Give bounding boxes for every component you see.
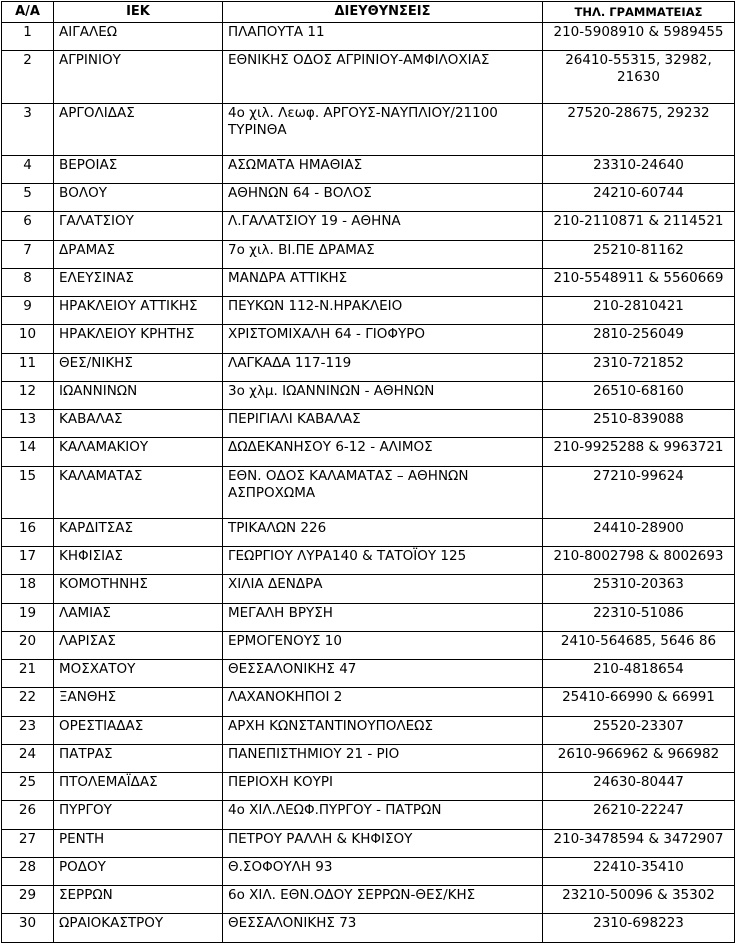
table-body (2, 23, 735, 943)
row-address: ΠΑΝΕΠΙΣΤΗΜΙΟΥ 21 - ΡΙΟ (223, 744, 543, 772)
row-iek-name: ΜΟΣΧΑΤΟΥ (54, 660, 223, 688)
table-row (2, 547, 735, 575)
table-header-row (2, 2, 735, 23)
row-phone: 25210-81162 (543, 240, 735, 268)
row-address: ΤΡΙΚΑΛΩΝ 226 (223, 518, 543, 546)
row-address: ΕΘΝ. ΟΔΟΣ ΚΑΛΑΜΑΤΑΣ – ΑΘΗΝΩΝ ΑΣΠΡΟΧΩΜΑ (223, 466, 543, 518)
row-number: 24 (2, 744, 54, 772)
row-number: 19 (2, 603, 54, 631)
row-iek-name: ΚΗΦΙΣΙΑΣ (54, 547, 223, 575)
row-number: 15 (2, 466, 54, 518)
row-address: ΔΩΔΕΚΑΝΗΣΟΥ 6-12 - ΑΛΙΜΟΣ (223, 438, 543, 466)
row-number: 1 (2, 23, 54, 51)
row-number: 21 (2, 660, 54, 688)
table-row (2, 212, 735, 240)
row-number: 28 (2, 857, 54, 885)
row-iek-name: ΗΡΑΚΛΕΙΟΥ ΑΤΤΙΚΗΣ (54, 297, 223, 325)
row-address: 3ο χλμ. ΙΩΑΝΝΙΝΩΝ - ΑΘΗΝΩΝ (223, 381, 543, 409)
table-row (2, 103, 735, 155)
row-phone: 2810-256049 (543, 325, 735, 353)
table-row (2, 773, 735, 801)
table-row (2, 466, 735, 518)
row-phone: 22310-51086 (543, 603, 735, 631)
row-phone: 24410-28900 (543, 518, 735, 546)
row-iek-name: ΒΟΛΟΥ (54, 184, 223, 212)
table-row (2, 438, 735, 466)
table-row (2, 857, 735, 885)
table-row (2, 575, 735, 603)
row-address: ΛΑΓΚΑΔΑ 117-119 (223, 353, 543, 381)
row-number: 12 (2, 381, 54, 409)
row-iek-name: ΙΩΑΝΝΙΝΩΝ (54, 381, 223, 409)
row-address: ΛΑΧΑΝΟΚΗΠΟΙ 2 (223, 688, 543, 716)
row-number: 16 (2, 518, 54, 546)
row-phone: 25310-20363 (543, 575, 735, 603)
table-row (2, 660, 735, 688)
row-number: 14 (2, 438, 54, 466)
row-iek-name: ΞΑΝΘΗΣ (54, 688, 223, 716)
header-iek: ΙΕΚ (54, 2, 223, 23)
row-number: 6 (2, 212, 54, 240)
row-address: ΑΡΧΗ ΚΩΝΣΤΑΝΤΙΝΟΥΠΟΛΕΩΣ (223, 716, 543, 744)
table-row (2, 801, 735, 829)
row-address: 7ο χιλ. ΒΙ.ΠΕ ΔΡΑΜΑΣ (223, 240, 543, 268)
row-iek-name: ΒΕΡΟΙΑΣ (54, 155, 223, 183)
row-address: ΘΕΣΣΑΛΟΝΙΚΗΣ 47 (223, 660, 543, 688)
row-phone: 22410-35410 (543, 857, 735, 885)
row-iek-name: ΑΓΡΙΝΙΟΥ (54, 51, 223, 103)
row-iek-name: ΗΡΑΚΛΕΙΟΥ ΚΡΗΤΗΣ (54, 325, 223, 353)
row-number: 4 (2, 155, 54, 183)
row-iek-name: ΣΕΡΡΩΝ (54, 886, 223, 914)
row-iek-name: ΘΕΣ/ΝΙΚΗΣ (54, 353, 223, 381)
row-phone: 2610-966962 & 966982 (543, 744, 735, 772)
table-row (2, 914, 735, 943)
row-number: 8 (2, 268, 54, 296)
row-address: ΠΕΤΡΟΥ ΡΑΛΛΗ & ΚΗΦΙΣΟΥ (223, 829, 543, 857)
row-phone: 27520-28675, 29232 (543, 103, 735, 155)
row-number: 3 (2, 103, 54, 155)
row-iek-name: ΡΟΔΟΥ (54, 857, 223, 885)
row-number: 2 (2, 51, 54, 103)
row-address: ΘΕΣΣΑΛΟΝΙΚΗΣ 73 (223, 914, 543, 943)
row-address: ΕΘΝΙΚΗΣ ΟΔΟΣ ΑΓΡΙΝΙΟΥ-ΑΜΦΙΛΟΧΙΑΣ (223, 51, 543, 103)
table-row (2, 603, 735, 631)
row-phone: 210-5908910 & 5989455 (543, 23, 735, 51)
row-iek-name: ΠΥΡΓΟΥ (54, 801, 223, 829)
table-row (2, 518, 735, 546)
row-phone: 26410-55315, 32982, 21630 (543, 51, 735, 103)
table-row (2, 51, 735, 103)
row-phone: 25520-23307 (543, 716, 735, 744)
row-number: 20 (2, 631, 54, 659)
table-row (2, 631, 735, 659)
table-row (2, 381, 735, 409)
row-iek-name: ΚΟΜΟΤΗΝΗΣ (54, 575, 223, 603)
header-number: Α/Α (2, 2, 54, 23)
row-phone: 210-2110871 & 2114521 (543, 212, 735, 240)
row-phone: 210-9925288 & 9963721 (543, 438, 735, 466)
row-number: 10 (2, 325, 54, 353)
header-address: ΔΙΕΥΘΥΝΣΕΙΣ (223, 2, 543, 23)
row-number: 5 (2, 184, 54, 212)
table-row (2, 886, 735, 914)
row-address: Λ.ΓΑΛΑΤΣΙΟΥ 19 - ΑΘΗΝΑ (223, 212, 543, 240)
row-iek-name: ΩΡΑΙΟΚΑΣΤΡΟΥ (54, 914, 223, 943)
row-phone: 25410-66990 & 66991 (543, 688, 735, 716)
row-address: ΧΡΙΣΤΟΜΙΧΑΛΗ 64 - ΓΙΟΦΥΡΟ (223, 325, 543, 353)
table-row (2, 23, 735, 51)
table-row (2, 353, 735, 381)
row-phone: 23210-50096 & 35302 (543, 886, 735, 914)
row-address: ΜΑΝΔΡΑ ΑΤΤΙΚΗΣ (223, 268, 543, 296)
row-phone: 26210-22247 (543, 801, 735, 829)
row-phone: 24630-80447 (543, 773, 735, 801)
header-phone: ΤΗΛ. ΓΡΑΜΜΑΤΕΙΑΣ (543, 2, 735, 23)
table-row (2, 829, 735, 857)
table-row (2, 268, 735, 296)
row-number: 25 (2, 773, 54, 801)
row-number: 13 (2, 410, 54, 438)
row-address: ΕΡΜΟΓΕΝΟΥΣ 10 (223, 631, 543, 659)
row-iek-name: ΟΡΕΣΤΙΑΔΑΣ (54, 716, 223, 744)
row-phone: 210-8002798 & 8002693 (543, 547, 735, 575)
row-iek-name: ΓΑΛΑΤΣΙΟΥ (54, 212, 223, 240)
table-row (2, 325, 735, 353)
row-iek-name: ΚΑΡΔΙΤΣΑΣ (54, 518, 223, 546)
row-iek-name: ΠΑΤΡΑΣ (54, 744, 223, 772)
table-row (2, 184, 735, 212)
row-number: 27 (2, 829, 54, 857)
row-address: 4ο χιλ. Λεωφ. ΑΡΓΟΥΣ-ΝΑΥΠΛΙΟΥ/21100 ΤΥΡΙΝΘΑ (223, 103, 543, 155)
table-row (2, 688, 735, 716)
row-iek-name: ΑΙΓΑΛΕΩ (54, 23, 223, 51)
table-row (2, 297, 735, 325)
row-number: 23 (2, 716, 54, 744)
row-address: ΠΕΡΙΓΙΑΛΙ ΚΑΒΑΛΑΣ (223, 410, 543, 438)
row-address: ΓΕΩΡΓΙΟΥ ΛΥΡΑ140 & ΤΑΤΟΪΟΥ 125 (223, 547, 543, 575)
row-iek-name: ΠΤΟΛΕΜΑΪΔΑΣ (54, 773, 223, 801)
row-iek-name: ΛΑΜΙΑΣ (54, 603, 223, 631)
row-address: ΜΕΓΑΛΗ ΒΡΥΣΗ (223, 603, 543, 631)
row-iek-name: ΚΑΛΑΜΑΚΙΟΥ (54, 438, 223, 466)
row-number: 30 (2, 914, 54, 943)
row-number: 11 (2, 353, 54, 381)
table-row (2, 410, 735, 438)
row-address: ΑΘΗΝΩΝ 64 - ΒΟΛΟΣ (223, 184, 543, 212)
row-phone: 24210-60744 (543, 184, 735, 212)
table-row (2, 155, 735, 183)
row-number: 26 (2, 801, 54, 829)
row-iek-name: ΚΑΒΑΛΑΣ (54, 410, 223, 438)
row-number: 22 (2, 688, 54, 716)
row-iek-name: ΛΑΡΙΣΑΣ (54, 631, 223, 659)
row-phone: 23310-24640 (543, 155, 735, 183)
row-address: ΠΛΑΠΟΥΤΑ 11 (223, 23, 543, 51)
row-phone: 210-2810421 (543, 297, 735, 325)
row-address: 4ο ΧΙΛ.ΛΕΩΦ.ΠΥΡΓΟΥ - ΠΑΤΡΩΝ (223, 801, 543, 829)
row-phone: 2510-839088 (543, 410, 735, 438)
row-address: Θ.ΣΟΦΟΥΛΗ 93 (223, 857, 543, 885)
row-iek-name: ΡΕΝΤΗ (54, 829, 223, 857)
row-iek-name: ΔΡΑΜΑΣ (54, 240, 223, 268)
row-number: 7 (2, 240, 54, 268)
table-row (2, 716, 735, 744)
row-phone: 26510-68160 (543, 381, 735, 409)
row-iek-name: ΕΛΕΥΣΙΝΑΣ (54, 268, 223, 296)
row-number: 17 (2, 547, 54, 575)
row-number: 9 (2, 297, 54, 325)
row-iek-name: ΑΡΓΟΛΙΔΑΣ (54, 103, 223, 155)
row-phone: 27210-99624 (543, 466, 735, 518)
row-number: 18 (2, 575, 54, 603)
table-row (2, 240, 735, 268)
row-phone: 2410-564685, 5646 86 (543, 631, 735, 659)
iek-directory-table (1, 1, 735, 943)
row-number: 29 (2, 886, 54, 914)
row-address: ΠΕΥΚΩΝ 112-Ν.ΗΡΑΚΛΕΙΟ (223, 297, 543, 325)
row-address: ΑΣΩΜΑΤΑ ΗΜΑΘΙΑΣ (223, 155, 543, 183)
row-address: ΠΕΡΙΟΧΗ ΚΟΥΡΙ (223, 773, 543, 801)
row-phone: 210-4818654 (543, 660, 735, 688)
row-phone: 2310-721852 (543, 353, 735, 381)
table-row (2, 744, 735, 772)
row-phone: 2310-698223 (543, 914, 735, 943)
row-address: 6ο ΧΙΛ. ΕΘΝ.ΟΔΟΥ ΣΕΡΡΩΝ-ΘΕΣ/ΚΗΣ (223, 886, 543, 914)
row-phone: 210-3478594 & 3472907 (543, 829, 735, 857)
row-address: ΧΙΛΙΑ ΔΕΝΔΡΑ (223, 575, 543, 603)
row-iek-name: ΚΑΛΑΜΑΤΑΣ (54, 466, 223, 518)
row-phone: 210-5548911 & 5560669 (543, 268, 735, 296)
